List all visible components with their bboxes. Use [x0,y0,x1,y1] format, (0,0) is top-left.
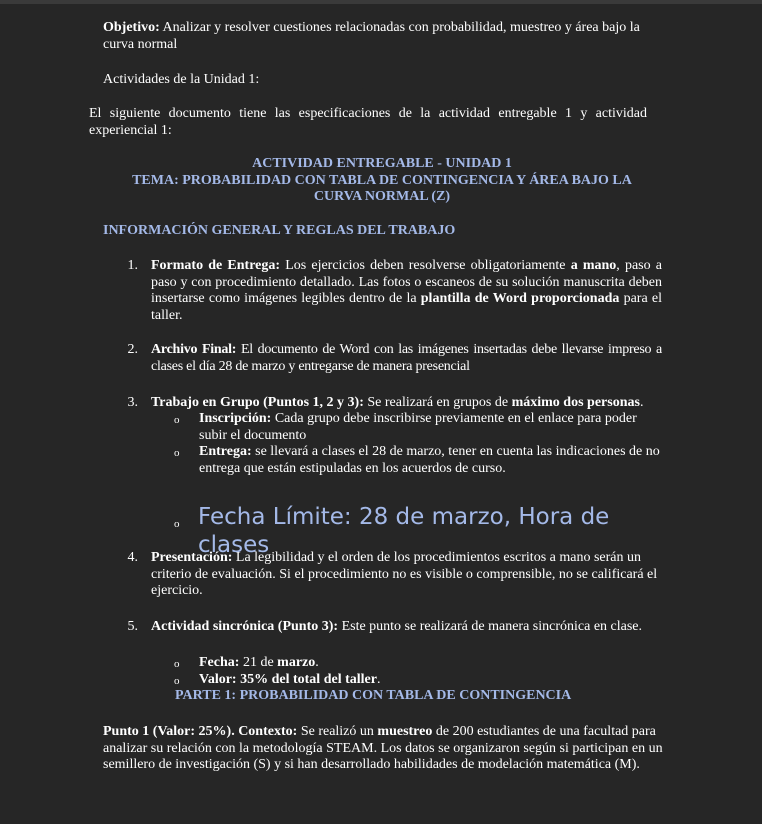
rule-item-number: 4. [127,550,138,565]
rule-item-text: Archivo Final: El documento de Word con las imágenes insertadas debe llevarse impreso a clases el día 28 de marzo y entregarse de manera presencial [151,342,662,374]
sub-bullet: o [174,658,180,670]
sub-item-valor: Valor: 35% del total del taller. [199,672,381,687]
rule-item-label: Trabajo en Grupo (Puntos 1, 2 y 3): [151,395,364,410]
rule-item-number: 3. [127,395,138,410]
objective-label: Objetivo: [103,20,160,35]
rule-item-label: Archivo Final: [151,342,237,357]
document-title [103,156,661,206]
title-line-2: TEMA: PROBABILIDAD CON TABLA DE CONTINGENCIA Y ÁREA BAJO LA CURVA NORMAL (Z) [132,172,632,204]
objective-text: Analizar y resolver cuestiones relacionadas con probabilidad, muestreo y área bajo la curva normal [103,20,640,52]
intro-paragraph: El siguiente documento tiene las especificaciones de la actividad entregable 1 y actividad experiencial 1: [89,106,647,138]
rule-item-number: 2. [127,342,138,357]
sub-item-fecha: Fecha: 21 de marzo. [199,655,319,670]
rule-item-text: Actividad sincrónica (Punto 3): Este punto se realizará de manera sincrónica en clase. [151,619,643,634]
rule-item-label: Presentación: [151,550,233,565]
sub-bullet: o [174,414,180,426]
sub-bullet: o [174,675,180,687]
point1-paragraph: Punto 1 (Valor: 25%). Contexto: Se realizó un muestreo de 200 estudiantes de una facultad para analizar su relación con la metodología STEAM. Los datos se organizaron según si participan en un semillero de investigación (S) y si han desarrollado habilidades de modelación matemática (M). [103,724,663,772]
deadline-text: Fecha Límite: 28 de marzo, Hora de clases [198,504,610,558]
point1-label: Punto 1 (Valor: 25%). Contexto: [103,724,298,739]
sub-item-entrega: Entrega: se llevará a clases el 28 de marzo, tener en cuenta las indicaciones de no entrega que están estipuladas en los acuerdos de curso. [199,444,660,476]
title-line-1: ACTIVIDAD ENTREGABLE - UNIDAD 1 [252,156,512,171]
rule-item-label: Formato de Entrega: [151,258,281,273]
rule-item-text: Trabajo en Grupo (Puntos 1, 2 y 3): Se realizará en grupos de máximo dos personas. [151,395,644,410]
rule-item-text: Presentación: La legibilidad y el orden de los procedimientos escritos a mano serán un criterio de evaluación. Si el procedimiento no es visible o comprensible, no se calificará el ejercicio. [151,550,658,598]
rule-item-label: Actividad sincrónica (Punto 3): [151,619,339,634]
rule-item-number: 1. [127,258,138,273]
rule-item-text: Formato de Entrega: Los ejercicios deben resolverse obligatoriamente a mano, paso a paso y con procedimiento detallado. Las fotos o escaneos de su solución manuscrita deben insertarse como imágenes legibles dentro de la plantilla de Word proporcionada para el taller. [151,258,662,323]
general-info-heading: INFORMACIÓN GENERAL Y REGLAS DEL TRABAJO [103,223,456,238]
objective-paragraph [103,20,668,53]
part1-heading: PARTE 1: PROBABILIDAD CON TABLA DE CONTINGENCIA [175,688,572,703]
sub-item-inscripcion: Inscripción: Cada grupo debe inscribirse previamente en el enlace para poder subir el documento [199,411,637,443]
activities-heading: Actividades de la Unidad 1: [103,72,260,87]
sub-bullet: o [174,518,180,530]
window-top-bar [0,0,762,4]
rule-item-number: 5. [127,619,138,634]
sub-bullet: o [174,447,180,459]
